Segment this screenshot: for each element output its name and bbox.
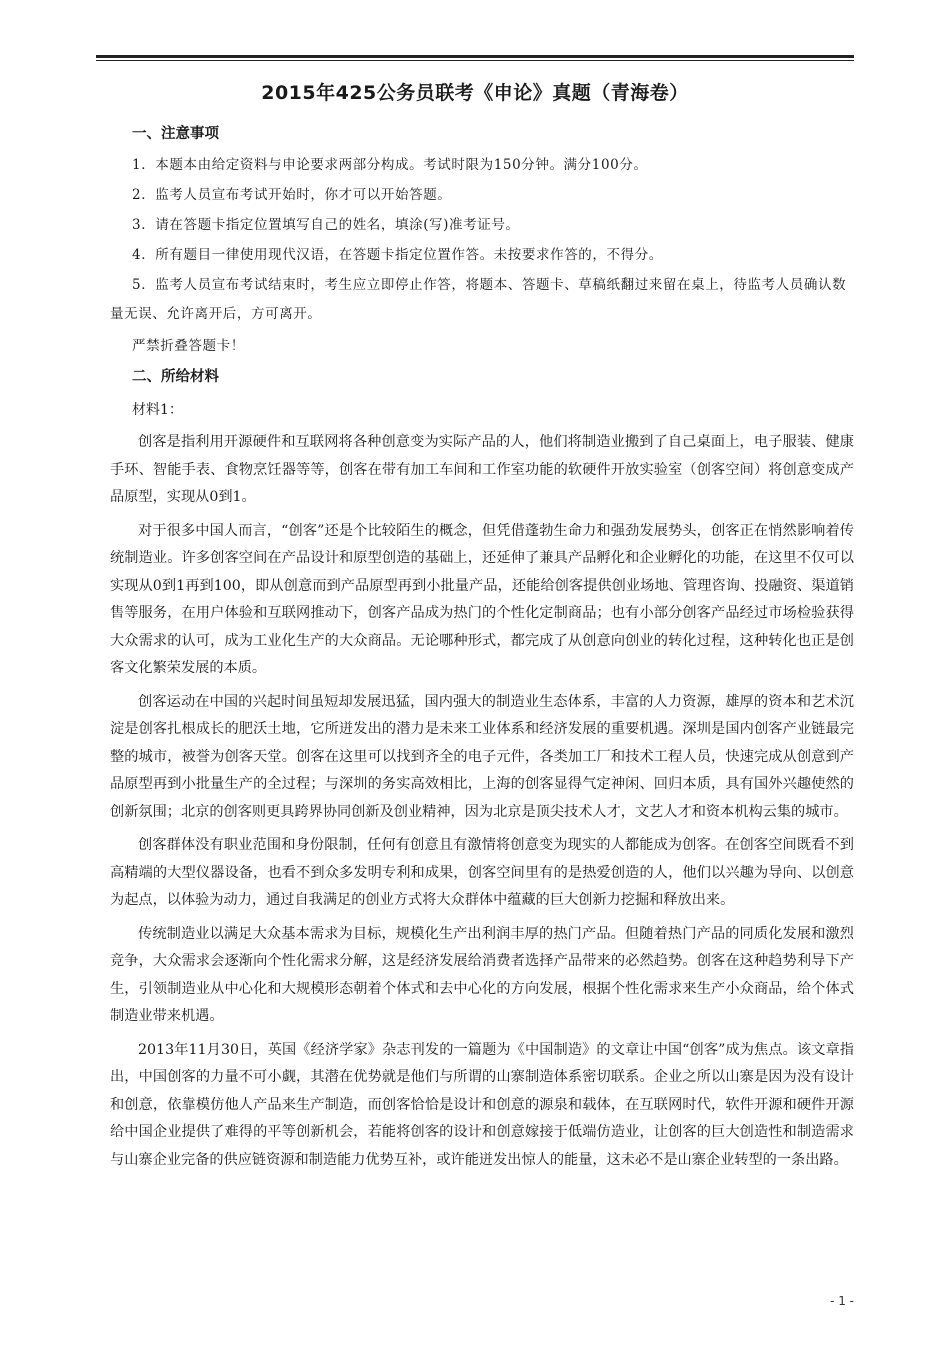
note-item-4: 4．所有题目一律使用现代汉语，在答题卡指定位置作答。未按要求作答的，不得分。 (132, 247, 663, 263)
material-paragraph: 2013年11月30日，英国《经济学家》杂志刊发的一篇题为《中国制造》的文章让中国“创客”成为焦点。该文章指出，中国创客的力量不可小觑，其潜在优势就是他们与所谓的山寨制造体系密切联系。企业之所以山寨是因为没有设计和创意，依靠模仿他人产品来生产制造，而创客恰恰是设计和创意的源泉和载体，在互联网时代，软件开源和硬件开源给中国企业提供了难得的平等创新机会，若能将创客的设计和创意嫁接于低端仿造业，让创客的巨大创造性和制造需求与山寨企业完备的供应链资源和制造能力优势互补，或许能迸发出惊人的能量，这未必不是山寨企业转型的一条出路。 (110, 1041, 854, 1168)
header-rule-thin (96, 60, 854, 61)
document-body (110, 118, 854, 1180)
document-title: 2015年425公务员联考《申论》真题（青海卷） (261, 82, 689, 104)
note-item-5: 5．监考人员宣布考试结束时，考生应立即停止作答，将题本、答题卡、草稿纸翻过来留在桌上，待监考人员确认数量无误、允许离开后，方可离开。 (110, 277, 847, 322)
material-paragraph: 对于很多中国人而言，“创客”还是个比较陌生的概念，但凭借蓬勃生命力和强劲发展势头，创客正在悄然影响着传统制造业。许多创客空间在产品设计和原型创造的基础上，还延伸了兼具产品孵化和企业孵化的功能，在这里不仅可以实现从0到1再到100，即从创意而到产品原型再到小批量产品，还能给创客提供创业场地、管理咨询、投融资、渠道销售等服务，在用户体验和互联网推动下，创客产品成为热门的个性化定制商品；也有小部分创客产品经过市场检验获得大众需求的认可，成为工业化生产的大众商品。无论哪种形式，都完成了从创意向创业的转化过程，这种转化也正是创客文化繁荣发展的本质。 (110, 522, 854, 676)
material-paragraph: 传统制造业以满足大众基本需求为目标，规模化生产出利润丰厚的热门产品。但随着热门产品的同质化发展和激烈竞争，大众需求会逐渐向个性化需求分解，这是经济发展给消费者选择产品带来的必然趋势。创客在这种趋势利导下产生，引领制造业从中心化和大规模形态朝着个体式和去中心化的方向发展，根据个性化需求来生产小众商品，给个体式制造业带来机遇。 (110, 925, 854, 1024)
warning-text: 严禁折叠答题卡！ (132, 338, 245, 354)
note-item-1: 1．本题本由给定资料与申论要求两部分构成。考试时限为150分钟。满分100分。 (132, 157, 648, 173)
section-heading-materials: 二、所给材料 (132, 369, 219, 385)
material-label: 材料1： (132, 402, 183, 418)
material-paragraph: 创客是指利用开源硬件和互联网将各种创意变为实际产品的人，他们将制造业搬到了自己桌面上，电子服装、健康手环、智能手表、食物烹饪器等等，创客在带有加工车间和工作室功能的软硬件开放实验室（创客空间）将创意变成产品原型，实现从0到1。 (110, 434, 854, 505)
material-paragraph: 创客群体没有职业范围和身份限制，任何有创意且有激情将创意变为现实的人都能成为创客。在创客空间既看不到高精端的大型仪器设备，也看不到众多发明专利和成果，创客空间里有的是热爱创造的人，他们以兴趣为导向、以创意为起点，以体验为动力，通过自我满足的创业方式将大众群体中蕴藏的巨大创新力挖掘和释放出来。 (110, 837, 854, 908)
note-item-2: 2．监考人员宣布考试开始时，你才可以开始答题。 (132, 187, 452, 203)
header-rule-thick (96, 55, 854, 58)
note-item-3: 3．请在答题卡指定位置填写自己的姓名，填涂(写)准考证号。 (132, 217, 520, 233)
page-number: - 1 - (830, 1294, 854, 1308)
material-paragraph: 创客运动在中国的兴起时间虽短却发展迅猛，国内强大的制造业生态体系，丰富的人力资源，雄厚的资本和艺术沉淀是创客扎根成长的肥沃土地，它所迸发出的潜力是未来工业体系和经济发展的重要机遇。深圳是国内创客产业链最完整的城市，被誉为创客天堂。创客在这里可以找到齐全的电子元件，各类加工厂和技术工程人员，快速完成从创意到产品原型再到小批量生产的全过程；与深圳的务实高效相比，上海的创客显得气定神闲、回归本质，具有国外兴趣使然的创新氛围；北京的创客则更具跨界协同创新及创业精神，因为北京是顶尖技术人才，文艺人才和资本机构云集的城市。 (110, 693, 854, 820)
section-heading-notes: 一、注意事项 (132, 126, 219, 142)
